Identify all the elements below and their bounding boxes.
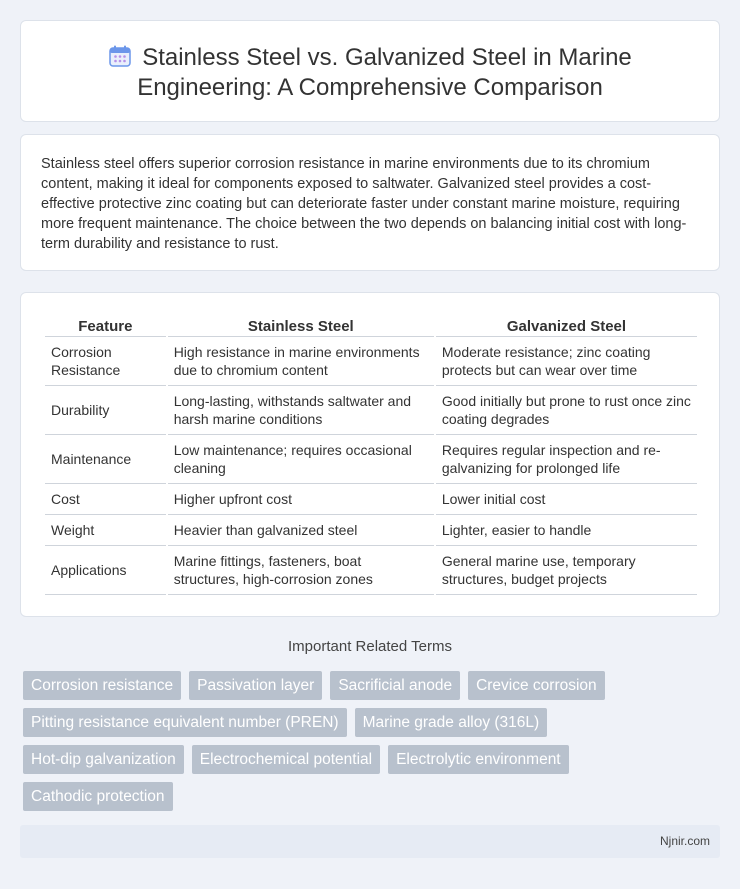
feature-cell: Maintenance	[45, 435, 166, 484]
intro-paragraph: Stainless steel offers superior corrosion resistance in marine environments due to its chromium content, making it ideal for components exposed to saltwater. Galvanized steel provides a cost-effective protective zinc coating but can deteriorate faster under constant marine moisture, requiring more frequent maintenance. The choice between the two depends on balancing initial cost with long-term durability and resistance to rust.	[41, 156, 687, 252]
feature-cell: Weight	[45, 515, 166, 546]
term-tag[interactable]: Cathodic protection	[23, 782, 173, 811]
footer-site-link[interactable]: Njnir.com	[659, 834, 710, 848]
feature-cell: Durability	[45, 386, 166, 435]
term-tag[interactable]: Electrolytic environment	[388, 745, 569, 774]
stainless-cell: Higher upfront cost	[168, 484, 434, 515]
comparison-card	[20, 292, 720, 617]
header-galvanized: Galvanized Steel	[436, 315, 697, 337]
galvanized-cell: Good initially but prone to rust once zinc coating degrades	[436, 386, 697, 435]
term-tag[interactable]: Corrosion resistance	[23, 671, 181, 700]
title-line-1: Stainless Steel vs. Galvanized Steel in Marine	[142, 44, 632, 71]
stainless-cell: Heavier than galvanized steel	[168, 515, 434, 546]
feature-cell: Corrosion Resistance	[45, 337, 166, 386]
galvanized-cell: Requires regular inspection and re-galvanizing for prolonged life	[436, 435, 697, 484]
term-tag[interactable]: Hot-dip galvanization	[23, 745, 184, 774]
galvanized-cell: Lower initial cost	[436, 484, 697, 515]
table-row	[45, 386, 697, 435]
page-title	[21, 43, 719, 103]
title-line-2: Engineering: A Comprehensive Comparison	[137, 74, 603, 101]
feature-cell: Applications	[45, 546, 166, 595]
header-stainless: Stainless Steel	[168, 315, 434, 337]
stainless-cell: Long-lasting, withstands saltwater and harsh marine conditions	[168, 386, 434, 435]
intro-card	[20, 134, 720, 271]
table-row	[45, 546, 697, 595]
table-row	[45, 515, 697, 546]
calendar-icon	[108, 44, 132, 68]
stainless-cell: Marine fittings, fasteners, boat structures, high-corrosion zones	[168, 546, 434, 595]
related-terms-list	[23, 671, 703, 819]
term-tag[interactable]: Pitting resistance equivalent number (PREN)	[23, 708, 347, 737]
feature-cell: Cost	[45, 484, 166, 515]
galvanized-cell: General marine use, temporary structures, budget projects	[436, 546, 697, 595]
term-tag[interactable]: Crevice corrosion	[468, 671, 605, 700]
term-tag[interactable]: Sacrificial anode	[330, 671, 460, 700]
term-tag[interactable]: Passivation layer	[189, 671, 322, 700]
header-feature: Feature	[45, 315, 166, 337]
galvanized-cell: Lighter, easier to handle	[436, 515, 697, 546]
stainless-cell: High resistance in marine environments due to chromium content	[168, 337, 434, 386]
table-row	[45, 435, 697, 484]
term-tag[interactable]: Electrochemical potential	[192, 745, 380, 774]
term-tag[interactable]: Marine grade alloy (316L)	[355, 708, 548, 737]
table-header-row	[45, 315, 697, 337]
table-row	[45, 484, 697, 515]
related-terms-heading: Important Related Terms	[288, 638, 452, 655]
footer-bar	[20, 825, 720, 858]
comparison-table	[43, 315, 699, 595]
galvanized-cell: Moderate resistance; zinc coating protects but can wear over time	[436, 337, 697, 386]
stainless-cell: Low maintenance; requires occasional cleaning	[168, 435, 434, 484]
table-row	[45, 337, 697, 386]
title-card	[20, 20, 720, 122]
